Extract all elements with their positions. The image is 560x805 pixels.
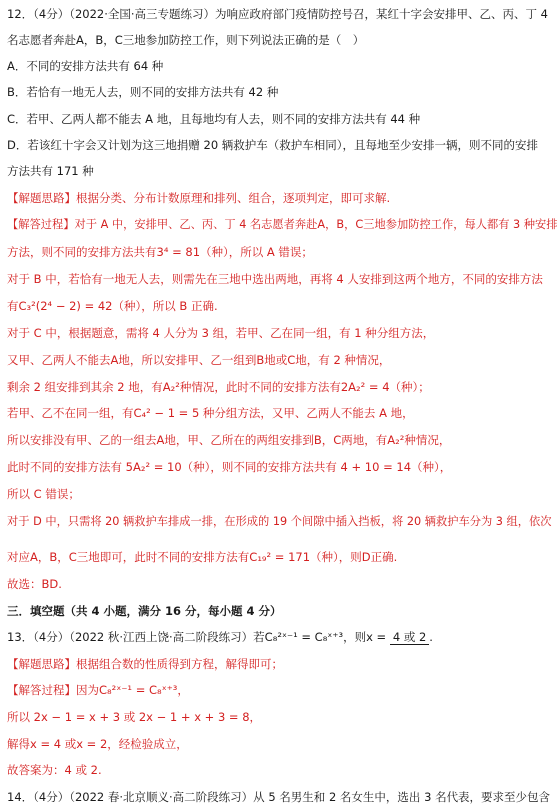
section-heading: 三．填空题（共 4 小题，满分 16 分，每小题 4 分） <box>7 604 282 618</box>
q13-solution-step-4: 故答案为：4 或 2. <box>7 763 102 777</box>
q13-solution-step-2: 所以 2x − 1 = x + 3 或 2x − 1 + x + 3 = 8， <box>7 710 262 724</box>
q13-solution-step-3: 解得x = 4 或x = 2，经检验成立， <box>7 737 188 751</box>
idea-text: 根据分类、分布计数原理和排列、组合，逐项判定，即可求解. <box>76 191 391 205</box>
q12-answer: 故选：BD. <box>7 577 62 591</box>
q12-solution-step-1 <box>7 217 558 233</box>
q12-solution-step-11: 所以 C 错误； <box>7 487 80 501</box>
q12-solution-step-8: 若甲、乙不在同一组，有C₄² − 1 = 5 种分组方法，又甲、乙两人不能去 A 地， <box>7 406 414 420</box>
q13-answer-blank: 4 或 2 <box>390 630 429 645</box>
q12-option-b: B．若恰有一地无人去，则不同的安排方法共有 42 种 <box>7 85 279 99</box>
q12-solution-step-2: 方法，则不同的安排方法共有3⁴ = 81（种），所以 A 错误； <box>7 245 313 259</box>
q12-solution-step-3: 对于 B 中，若恰有一地无人去，则需先在三地中选出两地，再将 4 人安排到这两个地方，不同的安排方法 <box>7 272 543 286</box>
step-text: 因为C₈²ˣ⁻¹ = C₈ˣ⁺³， <box>76 683 189 697</box>
q12-solution-step-9: 所以安排没有甲、乙的一组去A地，甲、乙所在的两组安排到B，C两地，有A₂²种情况， <box>7 433 451 447</box>
q12-option-a: A．不同的安排方法共有 64 种 <box>7 59 164 73</box>
idea-tag: 【解题思路】 <box>7 191 76 205</box>
q12-solution-idea <box>7 190 390 206</box>
process-tag: 【解答过程】 <box>7 218 75 231</box>
q13-solution-idea <box>7 656 283 672</box>
q13-stem-text: 13．（4分）（2022 秋·江西上饶·高二阶段练习）若C₈²ˣ⁻¹ = C₈ˣ⁺³，则x = <box>7 630 390 644</box>
q12-option-d-line1: D．若该红十字会又计划为这三地捐赠 20 辆救护车（救护车相同），且每地至少安排一辆，则不同的安排 <box>7 138 539 152</box>
q13-stem <box>7 629 433 645</box>
q12-stem-line2: 名志愿者奔赴A，B，C三地参加防控工作，则下列说法正确的是（ ） <box>7 33 365 47</box>
q12-solution-step-6: 又甲、乙两人不能去A地，所以安排甲、乙一组到B地或C地，有 2 种情况， <box>7 353 391 367</box>
q13-stem-end: . <box>429 630 433 644</box>
q12-option-c: C．若甲、乙两人都不能去 A 地，且每地均有人去，则不同的安排方法共有 44 种 <box>7 112 421 126</box>
q12-solution-step-7: 剩余 2 组安排到其余 2 地，有A₂²种情况，此时不同的安排方法有2A₂² = 4（种）； <box>7 380 430 394</box>
process-tag: 【解答过程】 <box>7 683 76 697</box>
q12-stem-line1: 12．（4分）（2022·全国·高三专题练习）为响应政府部门疫情防控号召，某红十字会安排甲、乙、丙、丁 4 <box>7 7 548 21</box>
idea-text: 根据组合数的性质得到方程，解得即可； <box>76 657 283 671</box>
q13-solution-step-1 <box>7 682 189 698</box>
q12-solution-step-10: 此时不同的安排方法有 5A₂² = 10（种），则不同的安排方法共有 4 + 10 = 14（种）， <box>7 460 452 474</box>
step-text: 对于 A 中，安排甲、乙、丙、丁 4 名志愿者奔赴A，B，C三地参加防控工作，每人都有 3 种安排 <box>74 218 558 231</box>
q12-solution-step-5: 对于 C 中，根据题意，需将 4 人分为 3 组，若甲、乙在同一组，有 1 种分组方法， <box>7 326 435 340</box>
q12-option-d-line2: 方法共有 171 种 <box>7 164 94 178</box>
q14-stem: 14．（4分）（2022 春·北京顺义·高二阶段练习）从 5 名男生和 2 名女生中，选出 3 名代表，要求至少包含 <box>7 790 551 804</box>
q12-solution-step-12: 对于 D 中，只需将 20 辆救护车排成一排，在形成的 19 个间隙中插入挡板，将 20 辆救护车分为 3 组，依次 <box>7 515 552 528</box>
q12-solution-step-13: 对应A，B，C三地即可，此时不同的安排方法有C₁₉² = 171（种），则D正确. <box>7 550 398 564</box>
idea-tag: 【解题思路】 <box>7 657 76 671</box>
q12-solution-step-4: 有C₃²(2⁴ − 2) = 42（种），所以 B 正确. <box>7 299 218 313</box>
